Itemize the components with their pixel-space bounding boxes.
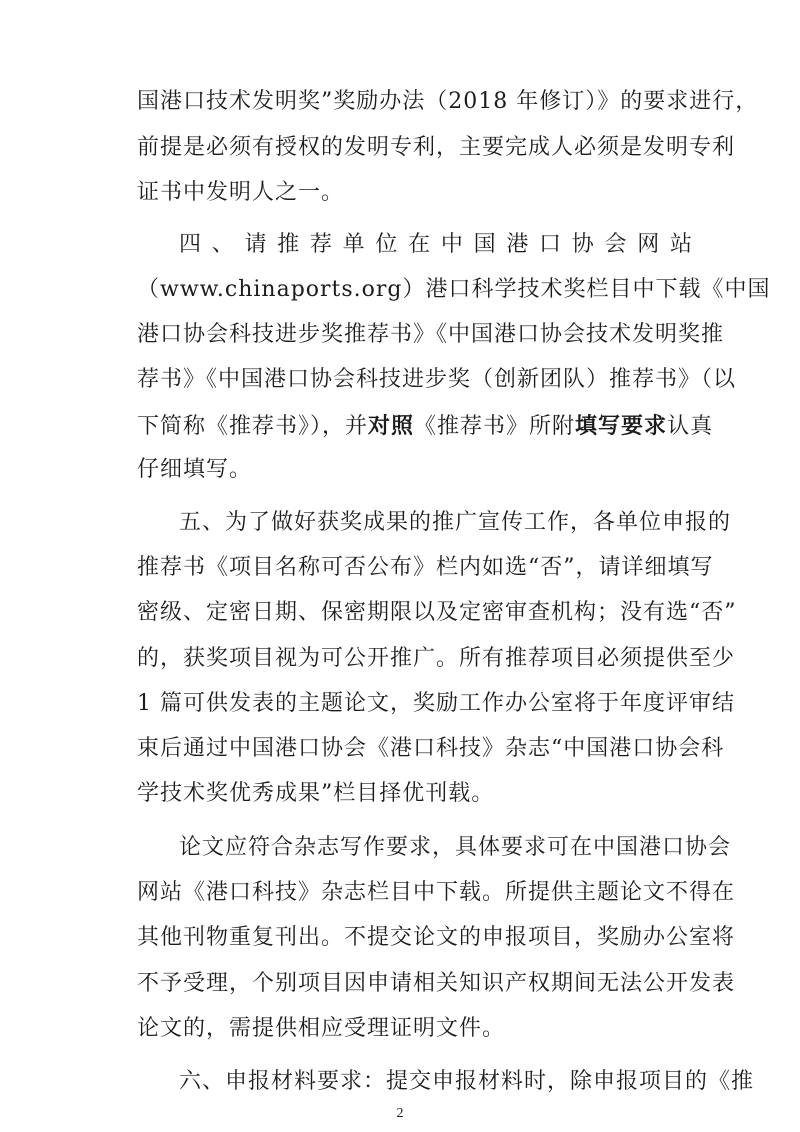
text-line: 密级、定密日期、保密期限以及定密审查机构；没有选“否” (137, 600, 737, 625)
text-line: 荐书》《中国港口协会科技进步奖（创新团队）推荐书》（以 (137, 367, 737, 392)
text-line-mixed (137, 408, 714, 444)
text-line: 其他刊物重复刊出。不提交论文的申报项目，奖励办公室将 (137, 925, 736, 950)
text-line: 不予受理，个别项目因申请相关知识产权期间无法公开发表 (137, 971, 736, 996)
text-line: 证书中发明人之一。 (137, 180, 345, 205)
text-line: 论文应符合杂志写作要求，具体要求可在中国港口协会 (179, 835, 732, 860)
text-line: 四 、 请 推 荐 单 位 在 中 国 港 口 协 会 网 站 (179, 232, 693, 257)
text-line: 仔细填写。 (137, 457, 253, 482)
bold-text-segment: 对照 (368, 413, 415, 439)
bold-text-segment: 填写要求 (575, 413, 668, 439)
text-line: 推荐书《项目名称可否公布》栏内如选“否”，请详细填写 (137, 555, 714, 580)
text-line: 国港口技术发明奖”奖励办法（2018 年修订）》的要求进行， (137, 89, 759, 114)
text-line: 的，获奖项目视为可公开推广。所有推荐项目必须提供至少 (137, 646, 736, 671)
text-line: 港口协会科技进步奖推荐书》《中国港口协会技术发明奖推 (137, 322, 725, 347)
text-segment: 《推荐书》所附 (414, 414, 576, 439)
text-line: 六、申报材料要求：提交申报材料时，除申报项目的《推 (179, 1069, 755, 1094)
page-number: 2 (396, 1106, 404, 1121)
text-line: 网站《港口科技》杂志栏目中下载。所提供主题论文不得在 (137, 880, 736, 905)
text-segment: 下简称《推荐书》），并 (137, 414, 369, 439)
text-line: 学技术奖优秀成果”栏目择优刊载。 (137, 781, 495, 806)
text-segment: 认真 (667, 414, 714, 439)
text-line: 论文的，需提供相应受理证明文件。 (137, 1016, 506, 1041)
text-line: 前提是必须有授权的发明专利，主要完成人必须是发明专利 (137, 135, 736, 160)
text-line: 束后通过中国港口协会《港口科技》杂志“中国港口协会科 (137, 736, 725, 761)
text-line: （www.chinaports.org）港口科学技术奖栏目中下载《中国 (137, 277, 771, 302)
text-line: 五、为了做好获奖成果的推广宣传工作，各单位申报的 (179, 510, 732, 535)
text-line: 1 篇可供发表的主题论文，奖励工作办公室将于年度评审结 (137, 691, 735, 716)
